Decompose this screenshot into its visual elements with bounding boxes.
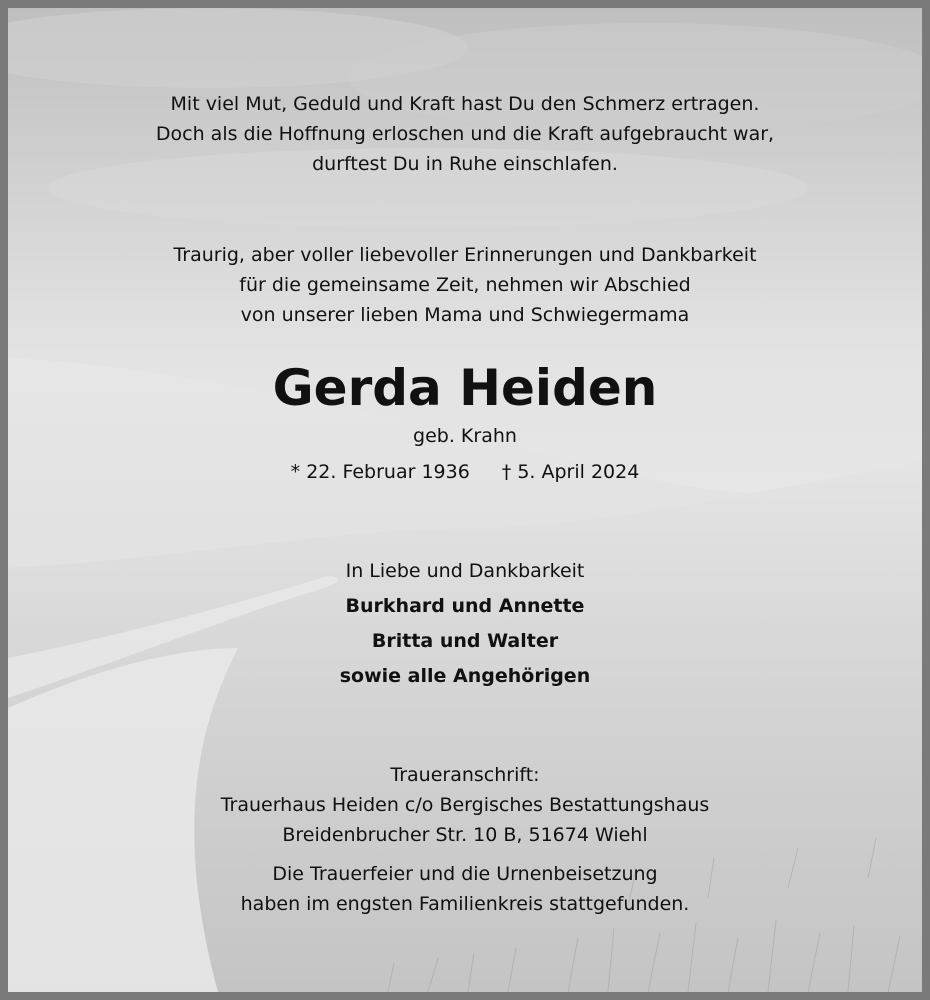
notice-line: haben im engsten Familienkreis stattgefunden. [240, 893, 690, 915]
address-label: Traueranschrift: [390, 764, 540, 786]
intro-line: von unserer lieben Mama und Schwiegermama [240, 304, 690, 326]
poem-line: durftest Du in Ruhe einschlafen. [312, 153, 618, 175]
mourning-address [8, 760, 922, 850]
mourners [8, 556, 922, 691]
address-line: Breidenbrucher Str. 10 B, 51674 Wiehl [282, 824, 648, 846]
mourner-name: sowie alle Angehörigen [339, 665, 591, 687]
intro-line: Traurig, aber voller liebevoller Erinnerungen und Dankbarkeit [173, 244, 757, 266]
notice-line: Die Trauerfeier und die Urnenbeisetzung [272, 863, 658, 885]
mourners-intro: In Liebe und Dankbarkeit [345, 560, 585, 582]
birth-date: * 22. Februar 1936 [290, 461, 470, 483]
deceased-name: Gerda Heiden [272, 359, 658, 417]
address-line: Trauerhaus Heiden c/o Bergisches Bestattungshaus [220, 794, 710, 816]
poem-line: Mit viel Mut, Geduld und Kraft hast Du den Schmerz ertragen. [170, 93, 760, 115]
intro-line: für die gemeinsame Zeit, nehmen wir Abschied [239, 274, 691, 296]
ceremony-notice [8, 859, 922, 919]
poem [8, 89, 922, 179]
mourner-name: Britta und Walter [371, 630, 559, 652]
death-date: † 5. April 2024 [501, 461, 640, 483]
maiden-name: geb. Krahn [413, 425, 517, 447]
poem-line: Doch als die Hoffnung erloschen und die Kraft aufgebraucht war, [155, 123, 775, 145]
intro-text [8, 240, 922, 330]
life-dates [8, 457, 922, 487]
mourner-name: Burkhard und Annette [345, 595, 585, 617]
